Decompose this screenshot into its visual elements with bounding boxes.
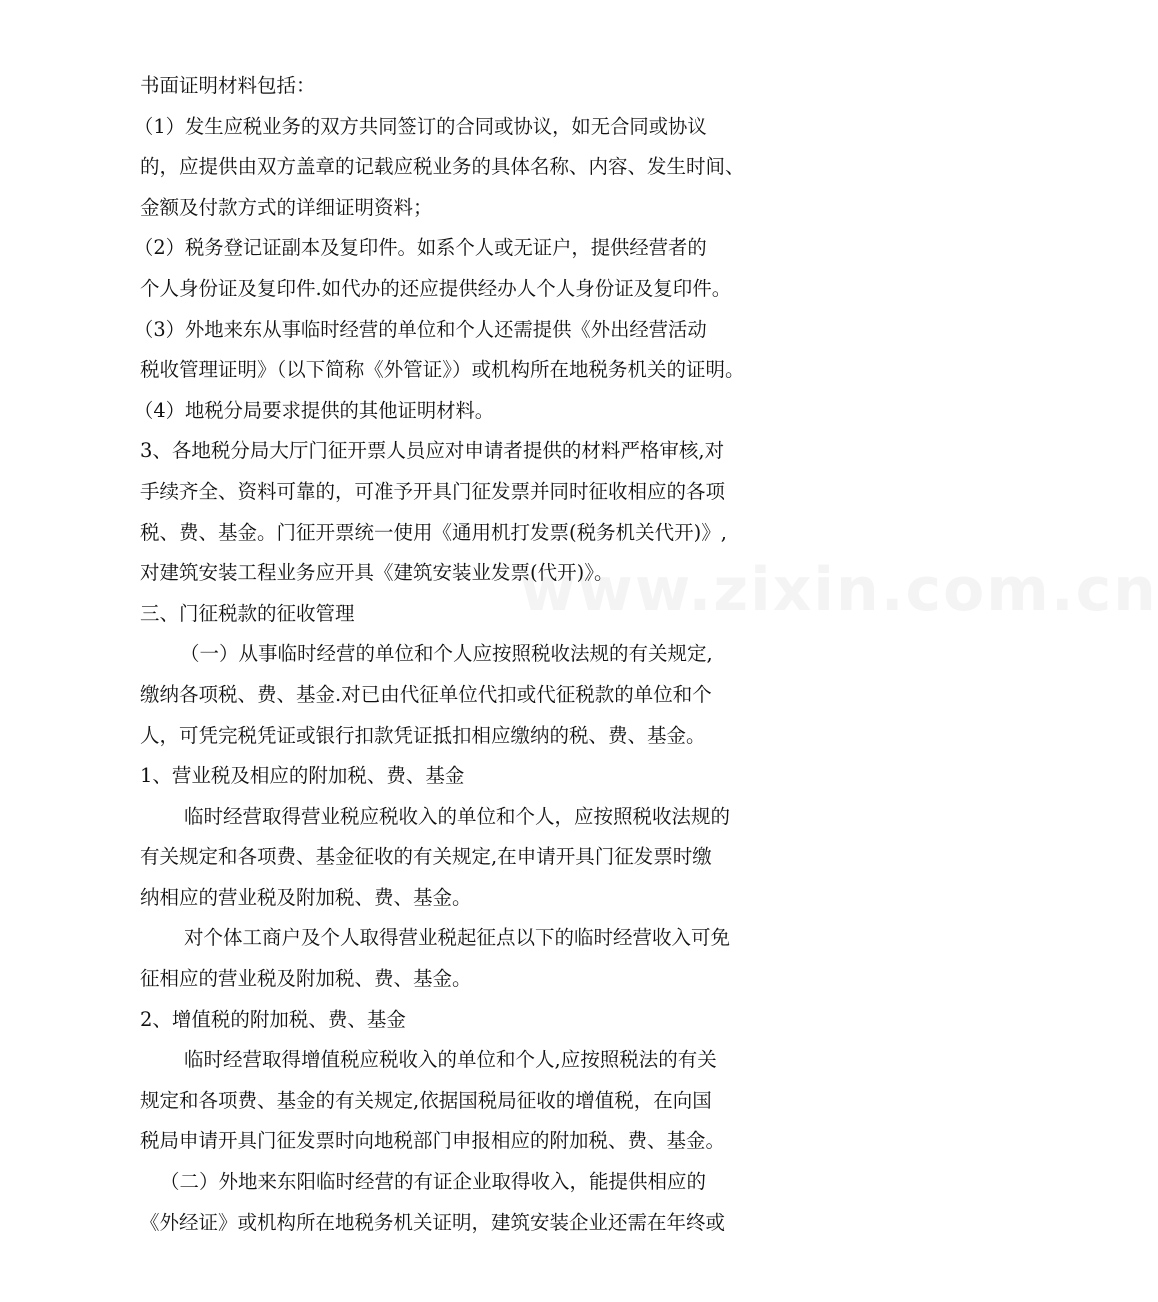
text-line: 规定和各项费、基金的有关规定,依据国税局征收的增值税，在向国 (140, 1088, 712, 1112)
text-line: 税局申请开具门征发票时向地税部门申报相应的附加税、费、基金。 (140, 1129, 726, 1153)
text-line: 人，可凭完税凭证或银行扣款凭证抵扣相应缴纳的税、费、基金。 (140, 723, 706, 747)
text-line: （4）地税分局要求提供的其他证明材料。 (134, 398, 495, 422)
text-line: （2）税务登记证副本及复印件。如系个人或无证户，提供经营者的 (134, 236, 707, 260)
document-body (134, 66, 790, 1243)
text-line: 对建筑安装工程业务应开具《建筑安装业发票(代开)》。 (140, 561, 614, 585)
text-line: 金额及付款方式的详细证明资料； (140, 195, 433, 219)
text-line: 手续齐全、资料可靠的，可准予开具门征发票并同时征收相应的各项 (140, 479, 726, 503)
text-line: 税、费、基金。门征开票统一使用《通用机打发票(税务机关代开)》, (140, 520, 727, 544)
text-line: 税收管理证明》（以下简称《外管证》）或机构所在地税务机关的证明。 (140, 358, 745, 382)
text-line: 《外经证》或机构所在地税务机关证明，建筑安装企业还需在年终或 (140, 1210, 726, 1234)
text-line: 2、增值税的附加税、费、基金 (140, 1007, 406, 1031)
text-line: 的，应提供由双方盖章的记载应税业务的具体名称、内容、发生时间、 (140, 155, 745, 179)
text-line: 书面证明材料包括： (140, 74, 316, 97)
text-line: 缴纳各项税、费、基金.对已由代征单位代扣或代征税款的单位和个 (140, 682, 712, 706)
text-line: 临时经营取得营业税应税收入的单位和个人，应按照税收法规的 (184, 804, 731, 828)
text-line: 1、营业税及相应的附加税、费、基金 (140, 764, 465, 788)
text-line: 纳相应的营业税及附加税、费、基金。 (140, 885, 472, 909)
text-line: 有关规定和各项费、基金征收的有关规定,在申请开具门征发票时缴 (140, 845, 712, 869)
text-line: 3、各地税分局大厅门征开票人员应对申请者提供的材料严格审核,对 (140, 439, 725, 463)
text-line: （二）外地来东阳临时经营的有证企业取得收入，能提供相应的 (160, 1170, 707, 1194)
text-line: 对个体工商户及个人取得营业税起征点以下的临时经营收入可免 (184, 926, 731, 950)
text-line: （1）发生应税业务的双方共同签订的合同或协议，如无合同或协议 (134, 114, 707, 138)
text-line: 临时经营取得增值税应税收入的单位和个人,应按照税法的有关 (184, 1048, 717, 1072)
text-line: 三、门征税款的征收管理 (140, 601, 355, 625)
text-line: 征相应的营业税及附加税、费、基金。 (140, 967, 472, 991)
text-line: （一）从事临时经营的单位和个人应按照税收法规的有关规定, (180, 642, 713, 666)
text-line: 个人身份证及复印件.如代办的还应提供经办人个人身份证及复印件。 (140, 276, 732, 300)
text-line: （3）外地来东从事临时经营的单位和个人还需提供《外出经营活动 (134, 317, 707, 341)
watermark: www.zixin.com.cn (520, 555, 1158, 625)
